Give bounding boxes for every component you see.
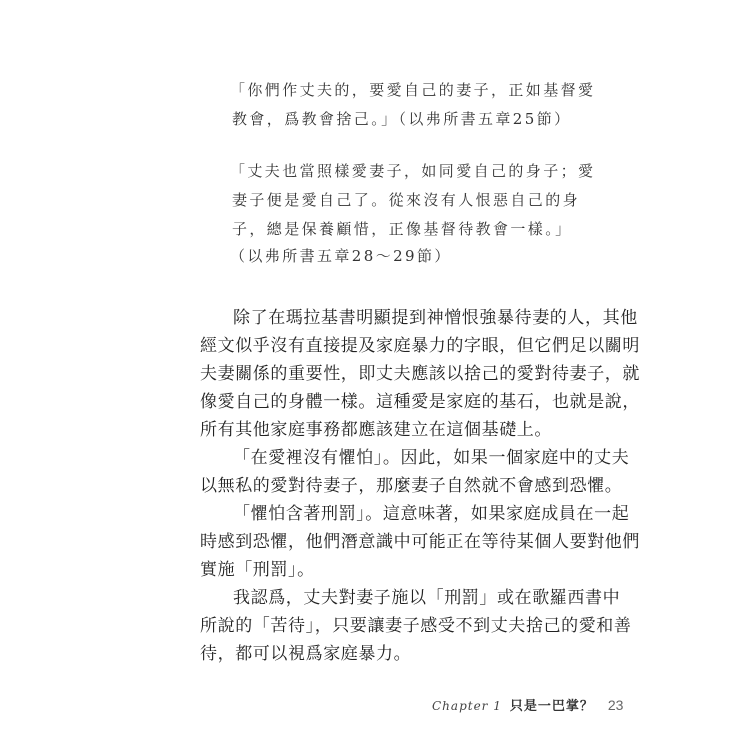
chapter-label: Chapter 1 <box>432 699 502 713</box>
quote-line: 子，總是保養顧惜，正像基督待教會一樣。」 <box>232 220 573 238</box>
paragraph-line: 所說的「苦待」，只要讓妻子感受不到丈夫捨己的愛和善 <box>200 616 632 636</box>
paragraph-line: 實施「刑罰」。 <box>200 560 315 580</box>
paragraph-line: 所有其他家庭事務都應該建立在這個基礎上。 <box>200 420 552 440</box>
paragraph-line: 經文似乎沒有直接提及家庭暴力的字眼，但它們足以關明 <box>200 336 640 356</box>
paragraph-line: 除了在瑪拉基書明顯提到神憎恨強暴待妻的人，其他 <box>233 308 638 328</box>
quote-line: 妻子便是愛自己了。從來沒有人恨惡自己的身 <box>232 191 581 209</box>
paragraph-line: 待，都可以視爲家庭暴力。 <box>200 644 412 664</box>
paragraph-line: 我認爲，丈夫對妻子施以「刑罰」或在歌羅西書中 <box>233 588 621 608</box>
chapter-title: 只是一巴掌？ <box>509 699 594 714</box>
page-footer <box>432 695 623 714</box>
paragraph-line: 像愛自己的身體一樣。這種愛是家庭的基石，也就是說， <box>200 392 640 412</box>
quote-line: 教會，爲教會捨己。」（以弗所書五章25節） <box>232 110 572 128</box>
quote-line: （以弗所書五章28～29節） <box>230 247 452 265</box>
paragraph-line: 以無私的愛對待妻子，那麼妻子自然就不會感到恐懼。 <box>200 476 623 496</box>
paragraph-line: 夫妻關係的重要性，即丈夫應該以捨己的愛對待妻子，就 <box>200 364 640 384</box>
paragraph-line: 時感到恐懼，他們潛意識中可能正在等待某個人要對他們 <box>200 532 640 552</box>
quote-line: 「你們作丈夫的，要愛自己的妻子，正如基督愛 <box>230 81 596 99</box>
paragraph-line: 「在愛裡沒有懼怕」。因此，如果一個家庭中的丈夫 <box>233 448 630 468</box>
paragraph-line: 「懼怕含著刑罰」。這意味著，如果家庭成員在一起 <box>233 504 630 524</box>
page-number: 23 <box>607 697 624 713</box>
quote-line: 「丈夫也當照樣愛妻子，如同愛自己的身子；愛 <box>230 162 596 180</box>
